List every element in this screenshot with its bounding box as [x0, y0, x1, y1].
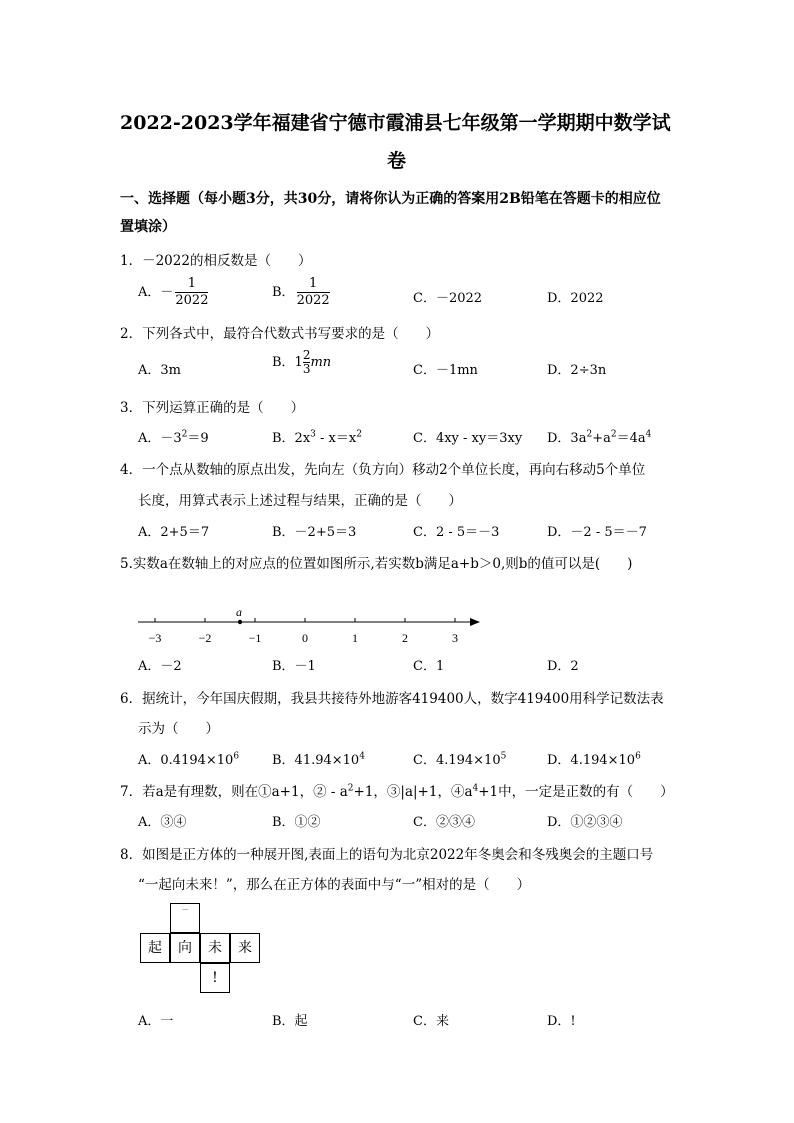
q5-option-c: C．1	[413, 659, 445, 674]
cube-net-cell-qi: 起	[140, 933, 170, 963]
section-heading-line2: 置填涂）	[120, 219, 176, 235]
q6-option-a-base: A．0.4194×10	[138, 753, 234, 768]
q8-option-d: D．!	[547, 1014, 576, 1029]
cube-net-cell-bang: !	[200, 963, 230, 993]
q3-option-d-exponent3: 4	[645, 429, 652, 440]
q6-stem-line1: 6．据统计，今年国庆假期，我县共接待外地游客419400人，数字419400用科学记数法表	[120, 691, 664, 707]
section-heading-line1: 一、选择题（每小题3分，共30分，请将你认为正确的答案用2B铅笔在答题卡的相应位	[120, 191, 661, 207]
page-title-line1: 2022-2023学年福建省宁德市霞浦县七年级第一学期期中数学试	[120, 112, 671, 134]
point-a-marker	[238, 620, 242, 624]
q7-stem-part2: +1，③|a|+1，④a	[353, 784, 473, 800]
number-line-arrow	[470, 618, 480, 626]
cube-net-cell-wei: 未	[200, 933, 230, 963]
q6-option-b-exponent: 4	[359, 751, 365, 762]
q3-option-d-mid: +a	[592, 431, 611, 446]
q2-stem: 2．下列各式中，最符合代数式书写要求的是（ ）	[120, 326, 440, 342]
q4-option-c: C．2 - 5＝－3	[413, 525, 500, 540]
cube-net-cell-top: 一	[170, 903, 200, 933]
q7-stem-exponent1: 2	[347, 783, 354, 794]
q2-option-b	[272, 349, 331, 376]
q3-stem: 3．下列运算正确的是（ ）	[120, 400, 305, 416]
q5-stem: 5.实数a在数轴上的对应点的位置如图所示,若实数b满足a+b＞0,则b的值可以是( )	[120, 556, 633, 572]
q3-option-d-exponent2: 2	[610, 429, 617, 440]
cube-net-cell-lai: 来	[230, 933, 260, 963]
q8-option-a: A．一	[138, 1014, 174, 1029]
q6-stem-line2: 示为（ ）	[138, 721, 219, 737]
q7-option-a: A．③④	[138, 815, 187, 830]
q2-option-a: A．3m	[138, 363, 181, 378]
number-line-tick-label: −3	[148, 631, 162, 645]
q5-option-d: D．2	[547, 659, 579, 674]
q6-option-c-base: C．4.194×10	[413, 753, 501, 768]
number-line-tick-label: 2	[402, 631, 408, 645]
q3-option-b	[272, 427, 362, 446]
q4-option-a: A．2+5＝7	[138, 525, 210, 540]
q8-stem-line2: “一起向未来！”，那么在正方体的表面中与“一”相对的是（ ）	[138, 877, 531, 893]
q7-stem-exponent2: 4	[472, 783, 479, 794]
number-line-tick-label: 0	[302, 631, 308, 645]
fraction-numerator: 1	[297, 276, 330, 293]
fraction-numerator: 1	[175, 276, 208, 293]
fraction-denominator: 3	[302, 362, 311, 376]
cube-net-cell-xiang: 向	[170, 933, 200, 963]
q3-option-b-exponent: 3	[310, 429, 316, 440]
q5-option-a: A．－2	[138, 659, 182, 674]
q6-option-d-exponent: 6	[635, 751, 641, 762]
q6-option-a-exponent: 6	[233, 751, 240, 762]
q3-option-b-mid: - x＝x	[315, 431, 357, 446]
q2-option-d: D．2÷3n	[547, 363, 607, 378]
q3-option-c: C．4xy - xy＝3xy	[413, 431, 523, 446]
number-line-tick-label: −2	[198, 631, 212, 645]
fraction-denominator: 2022	[296, 293, 330, 308]
q3-option-b-base: B．2x	[272, 431, 311, 446]
q7-option-d: D．①②③④	[547, 815, 623, 830]
q3-option-b-exponent2: 2	[356, 429, 362, 440]
fraction-denominator: 2022	[175, 293, 209, 308]
q4-stem-line1: 4．一个点从数轴的原点出发，先向左（负方向）移动2个单位长度，再向右移动5个单位	[120, 462, 646, 478]
q1-option-d: D．2022	[547, 291, 604, 306]
q3-option-a-tail: ＝9	[187, 431, 209, 446]
q3-option-a-base: A．－3	[138, 431, 182, 446]
q6-option-c-exponent: 5	[500, 751, 507, 762]
q7-stem-part1: 7．若a是有理数，则在①a+1，② - a	[120, 784, 348, 800]
q6-option-b	[272, 749, 365, 768]
q8-option-c: C．来	[413, 1014, 449, 1029]
q1-option-b-fraction	[297, 276, 330, 309]
fraction-numerator: 2	[302, 348, 311, 362]
q2-option-c: C．－1mn	[413, 363, 478, 378]
q8-stem-line1: 8．如图是正方体的一种展开图,表面上的语句为北京2022年冬奥会和冬残奥会的主题口号	[120, 847, 654, 863]
q1-stem: 1．－2022的相反数是（ ）	[120, 253, 312, 269]
q2-option-b-label: B．1	[272, 355, 303, 370]
q3-option-d	[547, 427, 651, 446]
q1-option-a	[138, 276, 210, 309]
q2-option-b-tail: mn	[310, 355, 332, 370]
number-line-tick-label: 1	[352, 631, 358, 645]
number-line-tick-label: −1	[248, 631, 262, 645]
q1-option-a-label: A．－	[138, 285, 174, 300]
q1-option-c: C．－2022	[413, 291, 483, 306]
q6-option-c	[413, 749, 506, 768]
number-line-figure	[130, 604, 490, 648]
q3-option-d-mid2: ＝4a	[616, 431, 646, 446]
number-line-tick-label: 3	[452, 631, 458, 645]
q1-option-b-label: B．	[272, 285, 295, 300]
q7-stem	[120, 780, 674, 800]
q6-option-b-base: B．41.94×10	[272, 753, 360, 768]
q3-option-a-exponent: 2	[181, 429, 188, 440]
q4-option-d: D．－2 - 5＝－7	[547, 525, 647, 540]
q4-option-b: B．－2+5＝3	[272, 525, 357, 540]
q6-option-a	[138, 749, 239, 768]
q1-option-a-fraction	[175, 276, 208, 309]
q5-option-b: B．－1	[272, 659, 316, 674]
point-a-label: a	[236, 605, 242, 619]
q3-option-a	[138, 427, 209, 446]
q6-option-d	[547, 749, 641, 768]
q6-option-d-base: D．4.194×10	[547, 753, 636, 768]
q7-stem-part3: +1中，一定是正数的有（ ）	[478, 784, 674, 800]
q3-option-d-base: D．3a	[547, 431, 587, 446]
q8-option-b: B．起	[272, 1014, 308, 1029]
q7-option-c: C．②③④	[413, 815, 475, 830]
page-title-line2: 卷	[387, 150, 407, 172]
q7-option-b: B．①②	[272, 815, 321, 830]
q3-option-d-exponent: 2	[586, 429, 593, 440]
q4-stem-line2: 长度，用算式表示上述过程与结果，正确的是（ ）	[138, 493, 462, 509]
q1-option-b	[272, 276, 332, 309]
